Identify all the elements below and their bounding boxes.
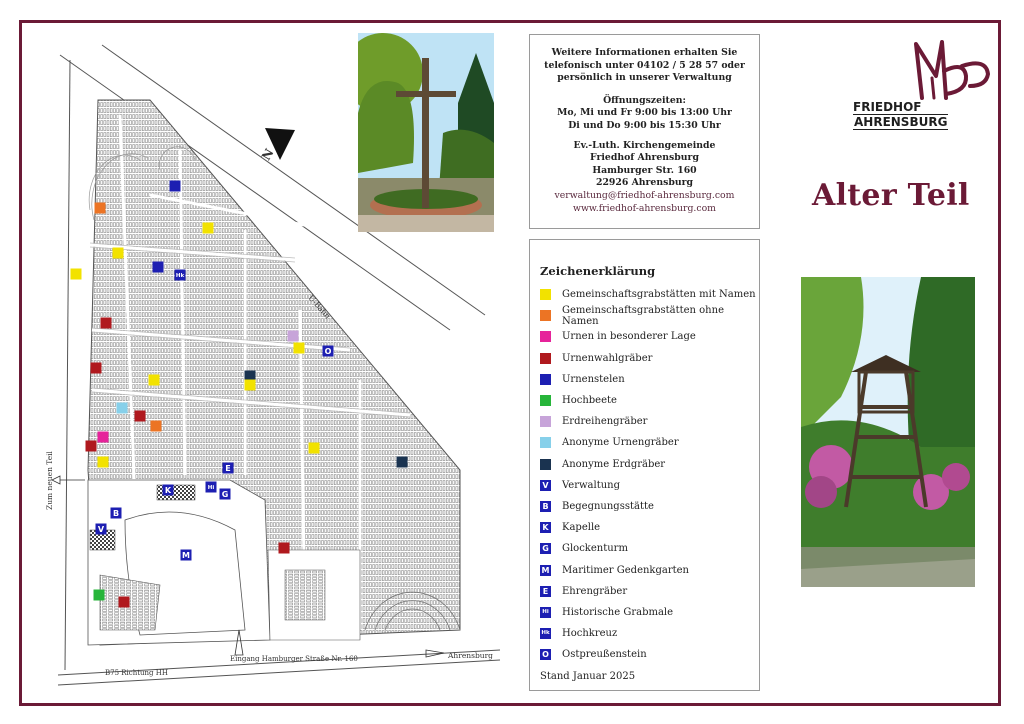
- small-grave-block: [100, 575, 160, 630]
- neuer-teil-label: Zum neuen Teil: [45, 451, 54, 510]
- legend-label: Kapelle: [562, 522, 601, 534]
- bell-tower-photo: [801, 277, 975, 587]
- lower-block-graves: [285, 570, 325, 620]
- ahrensburg-label: Ahrensburg: [448, 651, 493, 660]
- map-marker: [98, 457, 109, 468]
- legend-swatch: [540, 289, 551, 300]
- legend-item: [540, 644, 759, 665]
- legend-item: [540, 475, 759, 496]
- legend-swatch: [540, 437, 551, 448]
- map-marker: [98, 432, 109, 443]
- map-marker: [95, 203, 106, 214]
- legend-label: Ostpreußenstein: [562, 649, 647, 661]
- map-marker-letter: Hk: [175, 273, 185, 279]
- legend-label: Gemeinschaftsgrabstätten mit Namen: [562, 289, 756, 301]
- map-marker: [294, 343, 305, 354]
- legend-item: [540, 369, 759, 390]
- hours-title: Öffnungszeiten:: [603, 94, 686, 106]
- legend-swatch: [540, 416, 551, 427]
- city: 22926 Ahrensburg: [595, 177, 694, 189]
- legend-item: [540, 411, 759, 432]
- legend-label: Urnenwahlgräber: [562, 352, 653, 364]
- legend-item: [540, 538, 759, 559]
- street: Hamburger Str. 160: [592, 164, 697, 176]
- legend-item: [540, 602, 759, 623]
- email-link[interactable]: verwaltung@friedhof-ahrensburg.com: [554, 189, 735, 201]
- logo-line-2: AHRENSBURG: [854, 115, 948, 129]
- legend-swatch: [540, 459, 551, 470]
- map-marker: [149, 375, 160, 386]
- map-marker-letter: E: [225, 464, 231, 473]
- hours-line-2: Di und Do 9:00 bis 15:30 Uhr: [568, 119, 721, 131]
- map-marker-letter: G: [221, 490, 229, 499]
- website-link[interactable]: www.friedhof-ahrensburg.com: [572, 202, 717, 214]
- legend-item: [540, 623, 759, 644]
- legend-label: Historische Grabmale: [562, 606, 674, 618]
- hours-line-1: Mo, Mi und Fr 9:00 bis 13:00 Uhr: [557, 107, 732, 119]
- legend-swatch: [540, 353, 551, 364]
- map-marker: [135, 411, 146, 422]
- map-marker: [86, 441, 97, 452]
- legend-list: [540, 284, 759, 665]
- map-marker: [91, 363, 102, 374]
- map-marker: [309, 443, 320, 454]
- map-marker-letter: O: [324, 347, 332, 356]
- map-marker: [288, 331, 299, 342]
- legend-label: Hochbeete: [562, 395, 617, 407]
- info-line-3: persönlich in unserer Verwaltung: [557, 72, 732, 84]
- info-line-2: telefonisch unter 04102 / 5 28 57 oder: [544, 59, 745, 71]
- legend-title: Zeichenerklärung: [540, 264, 656, 278]
- north-arrow: [259, 128, 295, 163]
- legend-item: [540, 517, 759, 538]
- map-marker-letter: B: [112, 509, 120, 518]
- map-marker-letter: Hi: [207, 485, 215, 491]
- map-marker: [397, 457, 408, 468]
- map-marker: [71, 269, 82, 280]
- legend-swatch: B: [540, 501, 551, 512]
- page-title: Alter Teil: [812, 178, 970, 213]
- map-marker: [117, 403, 128, 414]
- map-marker-letter: K: [164, 486, 172, 495]
- legend-label: Verwaltung: [562, 479, 621, 491]
- map-marker: [94, 590, 105, 601]
- legend-item: [540, 454, 759, 475]
- ubahn-label: U-Bahn: [306, 293, 333, 321]
- legend-label: Urnenstelen: [562, 373, 625, 385]
- legend-item: [540, 559, 759, 580]
- legend-label: Maritimer Gedenkgarten: [562, 564, 690, 576]
- legend-label: Ehrengräber: [562, 585, 628, 597]
- legend-item: [540, 348, 759, 369]
- legend-swatch: [540, 331, 551, 342]
- legend-label: Urnen in besonderer Lage: [562, 331, 696, 343]
- map-marker: [119, 597, 130, 608]
- legend-swatch: Hk: [540, 628, 551, 639]
- b75-label: B75 Richtung HH: [105, 669, 168, 677]
- legend-swatch: K: [540, 522, 551, 533]
- map-marker: [170, 181, 181, 192]
- map-marker: [113, 248, 124, 259]
- org-line-2: Friedhof Ahrensburg: [590, 152, 699, 164]
- legend-label: Anonyme Erdgräber: [562, 458, 666, 470]
- map-marker: [279, 543, 290, 554]
- legend-swatch: V: [540, 480, 551, 491]
- legend-footer: Stand Januar 2025: [540, 671, 636, 683]
- info-box: [529, 34, 760, 229]
- map-marker: [153, 262, 164, 273]
- logo-text: [853, 100, 948, 130]
- road-line-3: [65, 60, 70, 670]
- cross-photo: [358, 33, 494, 232]
- legend-label: Erdreihengräber: [562, 416, 648, 428]
- legend-item: [540, 284, 759, 305]
- legend-item: [540, 390, 759, 411]
- logo-line-1: FRIEDHOF: [853, 100, 922, 114]
- legend-label: Begegnungsstätte: [562, 500, 654, 512]
- map-marker: [101, 318, 112, 329]
- north-label: N: [258, 146, 277, 163]
- legend-item: [540, 305, 759, 326]
- map-marker: [203, 223, 214, 234]
- legend-swatch: E: [540, 586, 551, 597]
- legend-swatch: [540, 395, 551, 406]
- map-marker-letter: V: [97, 525, 105, 534]
- legend-item: [540, 496, 759, 517]
- org-line-1: Ev.-Luth. Kirchengemeinde: [573, 139, 716, 151]
- info-line-1: Weitere Informationen erhalten Sie: [551, 47, 738, 58]
- legend-swatch: O: [540, 649, 551, 660]
- legend-box: [529, 239, 760, 691]
- legend-label: Glockenturm: [562, 543, 628, 555]
- map-marker: [245, 380, 256, 391]
- legend-swatch: [540, 310, 551, 321]
- map-marker-letter: M: [182, 551, 190, 560]
- legend-swatch: G: [540, 543, 551, 554]
- legend-label: Anonyme Urnengräber: [562, 437, 679, 449]
- legend-label: Hochkreuz: [562, 628, 618, 640]
- eingang-label: Eingang Hamburger Straße Nr. 160: [230, 655, 358, 663]
- legend-item: [540, 581, 759, 602]
- legend-item: [540, 432, 759, 453]
- legend-item: [540, 326, 759, 347]
- legend-swatch: M: [541, 565, 550, 575]
- legend-swatch: Hi: [540, 607, 551, 618]
- legend-swatch: [540, 374, 551, 385]
- legend-label: Gemeinschaftsgrabstätten ohne Namen: [562, 304, 724, 327]
- map-marker: [151, 421, 162, 432]
